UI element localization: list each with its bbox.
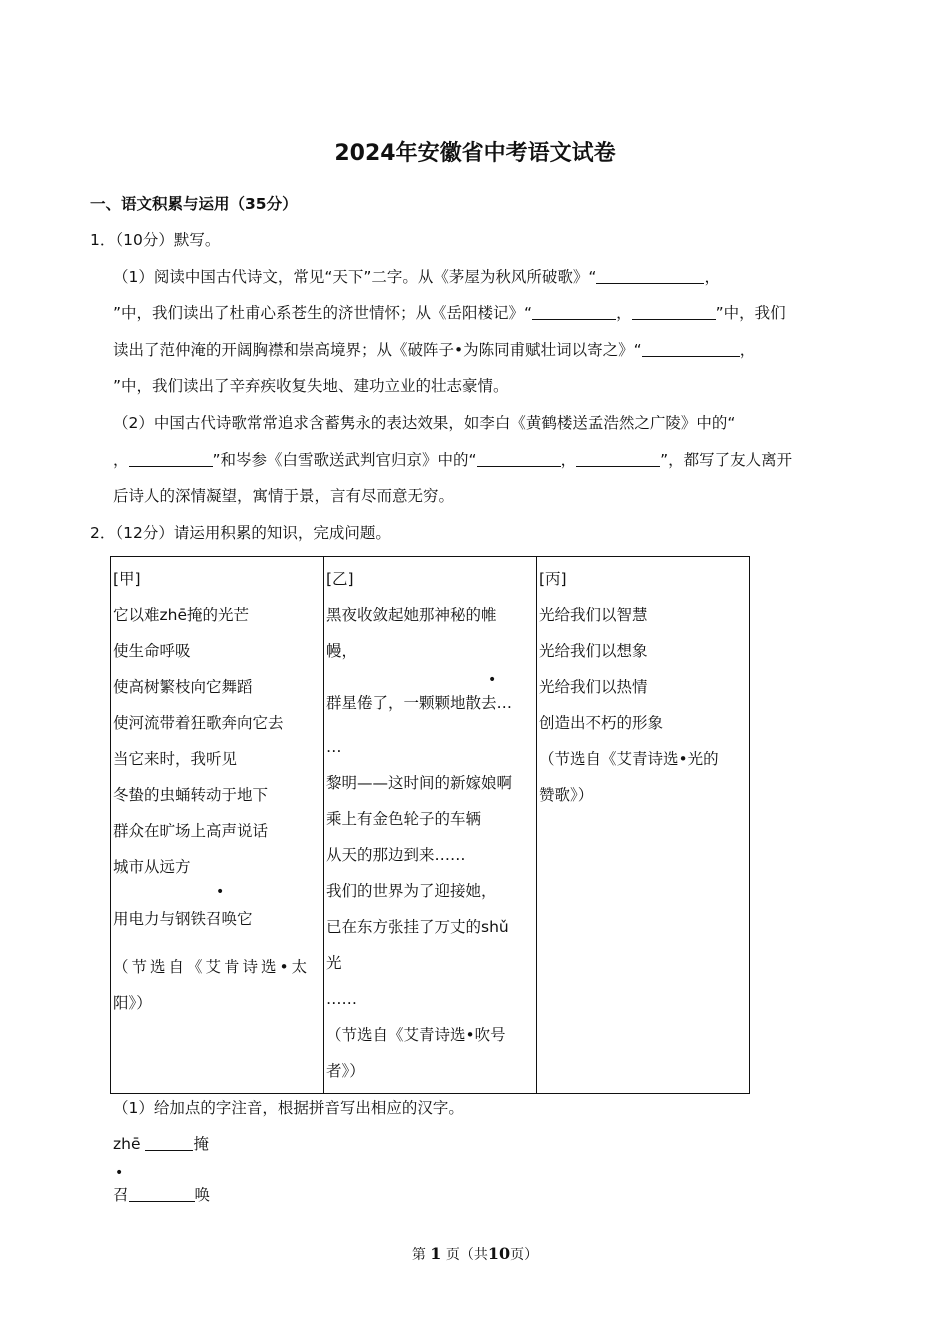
q1-p1-text: （1）阅读中国古代诗文，常见“天下”二字。从《茅屋为秋风所破歌》“ [113,268,597,286]
q1-p2-text: ”，都写了友人离开 [660,451,793,469]
poem-line: 我们的世界为了迎接她， [326,882,497,900]
q1-p2-text: ， [560,451,577,469]
poem-line: （节选自《艾肯诗选•太 [113,958,311,976]
footer-text: 页（共 [445,1247,488,1263]
q1-p1-text: ， [704,268,720,286]
poem-line: 创造出不朽的形象 [539,714,664,732]
poem-line: …… [326,990,357,1008]
poem-cell-yi [324,557,537,1094]
q1-p1-line4: ”中，我们读出了辛弃疾收复失地、建功立业的壮志豪情。 [113,377,509,395]
poem-line: 使高树繁枝向它舞蹈 [113,678,253,696]
table-row [111,557,750,1094]
poem-line: （节选自《艾青诗选•光的 [539,750,719,768]
answer-suffix: 唤 [194,1186,211,1204]
page-footer [0,1244,950,1264]
page-number: 1 [430,1244,442,1263]
poem-line: 阳》） [113,994,152,1012]
poem-line: [乙] [326,570,354,588]
poem-line: 城市从远方 [113,858,191,876]
answer-suffix: 掩 [193,1135,209,1153]
poem-cell-jia [111,557,324,1094]
q1-p2-text: ， [113,451,129,469]
poem-cell-bing [537,557,750,1094]
poem-line: [甲] [113,570,141,588]
answer-blank[interactable] [477,450,561,467]
q1-p1-line2 [113,295,786,331]
q1-p1-text: ”中，我们读出了杜甫心系苍生的济世情怀；从《岳阳楼记》“ [113,304,533,322]
poem-line: 从天的那边到来…… [326,846,466,864]
answer-line-1 [113,1126,209,1162]
q1-p1-line3 [113,332,755,368]
poem-line: 它以难zhē掩的光芒 [113,606,249,624]
footer-text: 页） [510,1247,539,1263]
poem-line: 冬蛰的虫蛹转动于地下 [113,786,269,804]
poem-line: 乘上有金色轮子的车辆 [326,810,482,828]
answer-blank[interactable] [642,340,740,357]
page-total: 10 [487,1244,511,1263]
poem-table [110,556,750,1094]
q1-p1-text: ， [616,304,632,322]
answer-prefix: 召 [113,1186,129,1204]
emphasis-dot: • [488,672,497,688]
poem-line: 幔， [326,642,358,660]
q1-p1-text: 读出了范仲淹的开阔胸襟和崇高境界；从《破阵子•为陈同甫赋壮词以寄之》“ [113,341,642,359]
q1-p1-text: ”中，我们 [715,304,786,322]
answer-blank[interactable] [596,267,704,284]
question-1-heading: 1．（10分）默写。 [90,231,221,249]
section-heading: 一、语文积累与运用（35分） [90,195,298,213]
poem-line: 光给我们以智慧 [539,606,648,624]
poem-line: 群星倦了，一颗颗地散去… [326,694,513,712]
emphasis-dot: • [115,1165,124,1181]
q1-p2-line2 [113,442,792,478]
q1-p2-line3: 后诗人的深情凝望，寓情于景，言有尽而意无穷。 [113,487,455,505]
poem-line: 群众在旷场上高声说话 [113,822,269,840]
poem-line: 已在东方张挂了万丈的shǔ [326,918,509,936]
poem-line: [丙] [539,570,567,588]
poem-line: 用电力与钢铁召唤它 [113,910,253,928]
poem-line: 光给我们以想象 [539,642,648,660]
answer-blank[interactable] [129,1185,195,1202]
question-2-heading: 2．（12分）请运用积累的知识，完成问题。 [90,524,391,542]
q1-p2-text: ”和岑参《白雪歌送武判官归京》中的“ [212,451,477,469]
poem-line: 黑夜收敛起她那神秘的帷 [326,606,497,624]
q1-p2-line1: （2）中国古代诗歌常常追求含蓄隽永的表达效果，如李白《黄鹤楼送孟浩然之广陵》中的“ [113,414,736,432]
q1-p1-line1 [113,259,720,295]
answer-blank[interactable] [576,450,660,467]
poem-line: … [326,738,342,756]
page-title: 2024年安徽省中考语文试卷 [334,141,616,166]
poem-line: 黎明——这时间的新嫁娘啊 [326,774,513,792]
pinyin-prefix: zhē [113,1135,141,1153]
poem-line: 使河流带着狂歌奔向它去 [113,714,284,732]
answer-blank[interactable] [129,450,213,467]
footer-text: 第 [411,1247,426,1263]
poem-line: 使生命呼吸 [113,642,191,660]
poem-line: 者》） [326,1062,365,1080]
poem-line: 光 [326,954,342,972]
answer-blank[interactable] [632,303,716,320]
poem-line: 赞歌》） [539,786,594,804]
answer-blank[interactable] [532,303,616,320]
q1-p1-text: ， [739,341,756,359]
emphasis-dot: • [216,884,225,900]
answer-blank[interactable] [145,1134,193,1151]
poem-line: （节选自《艾青诗选•吹号 [326,1026,506,1044]
answer-line-2 [113,1177,210,1213]
q2-sub1: （1）给加点的字注音，根据拼音写出相应的汉字。 [113,1099,464,1117]
poem-line: 光给我们以热情 [539,678,648,696]
poem-line: 当它来时，我听见 [113,750,238,768]
